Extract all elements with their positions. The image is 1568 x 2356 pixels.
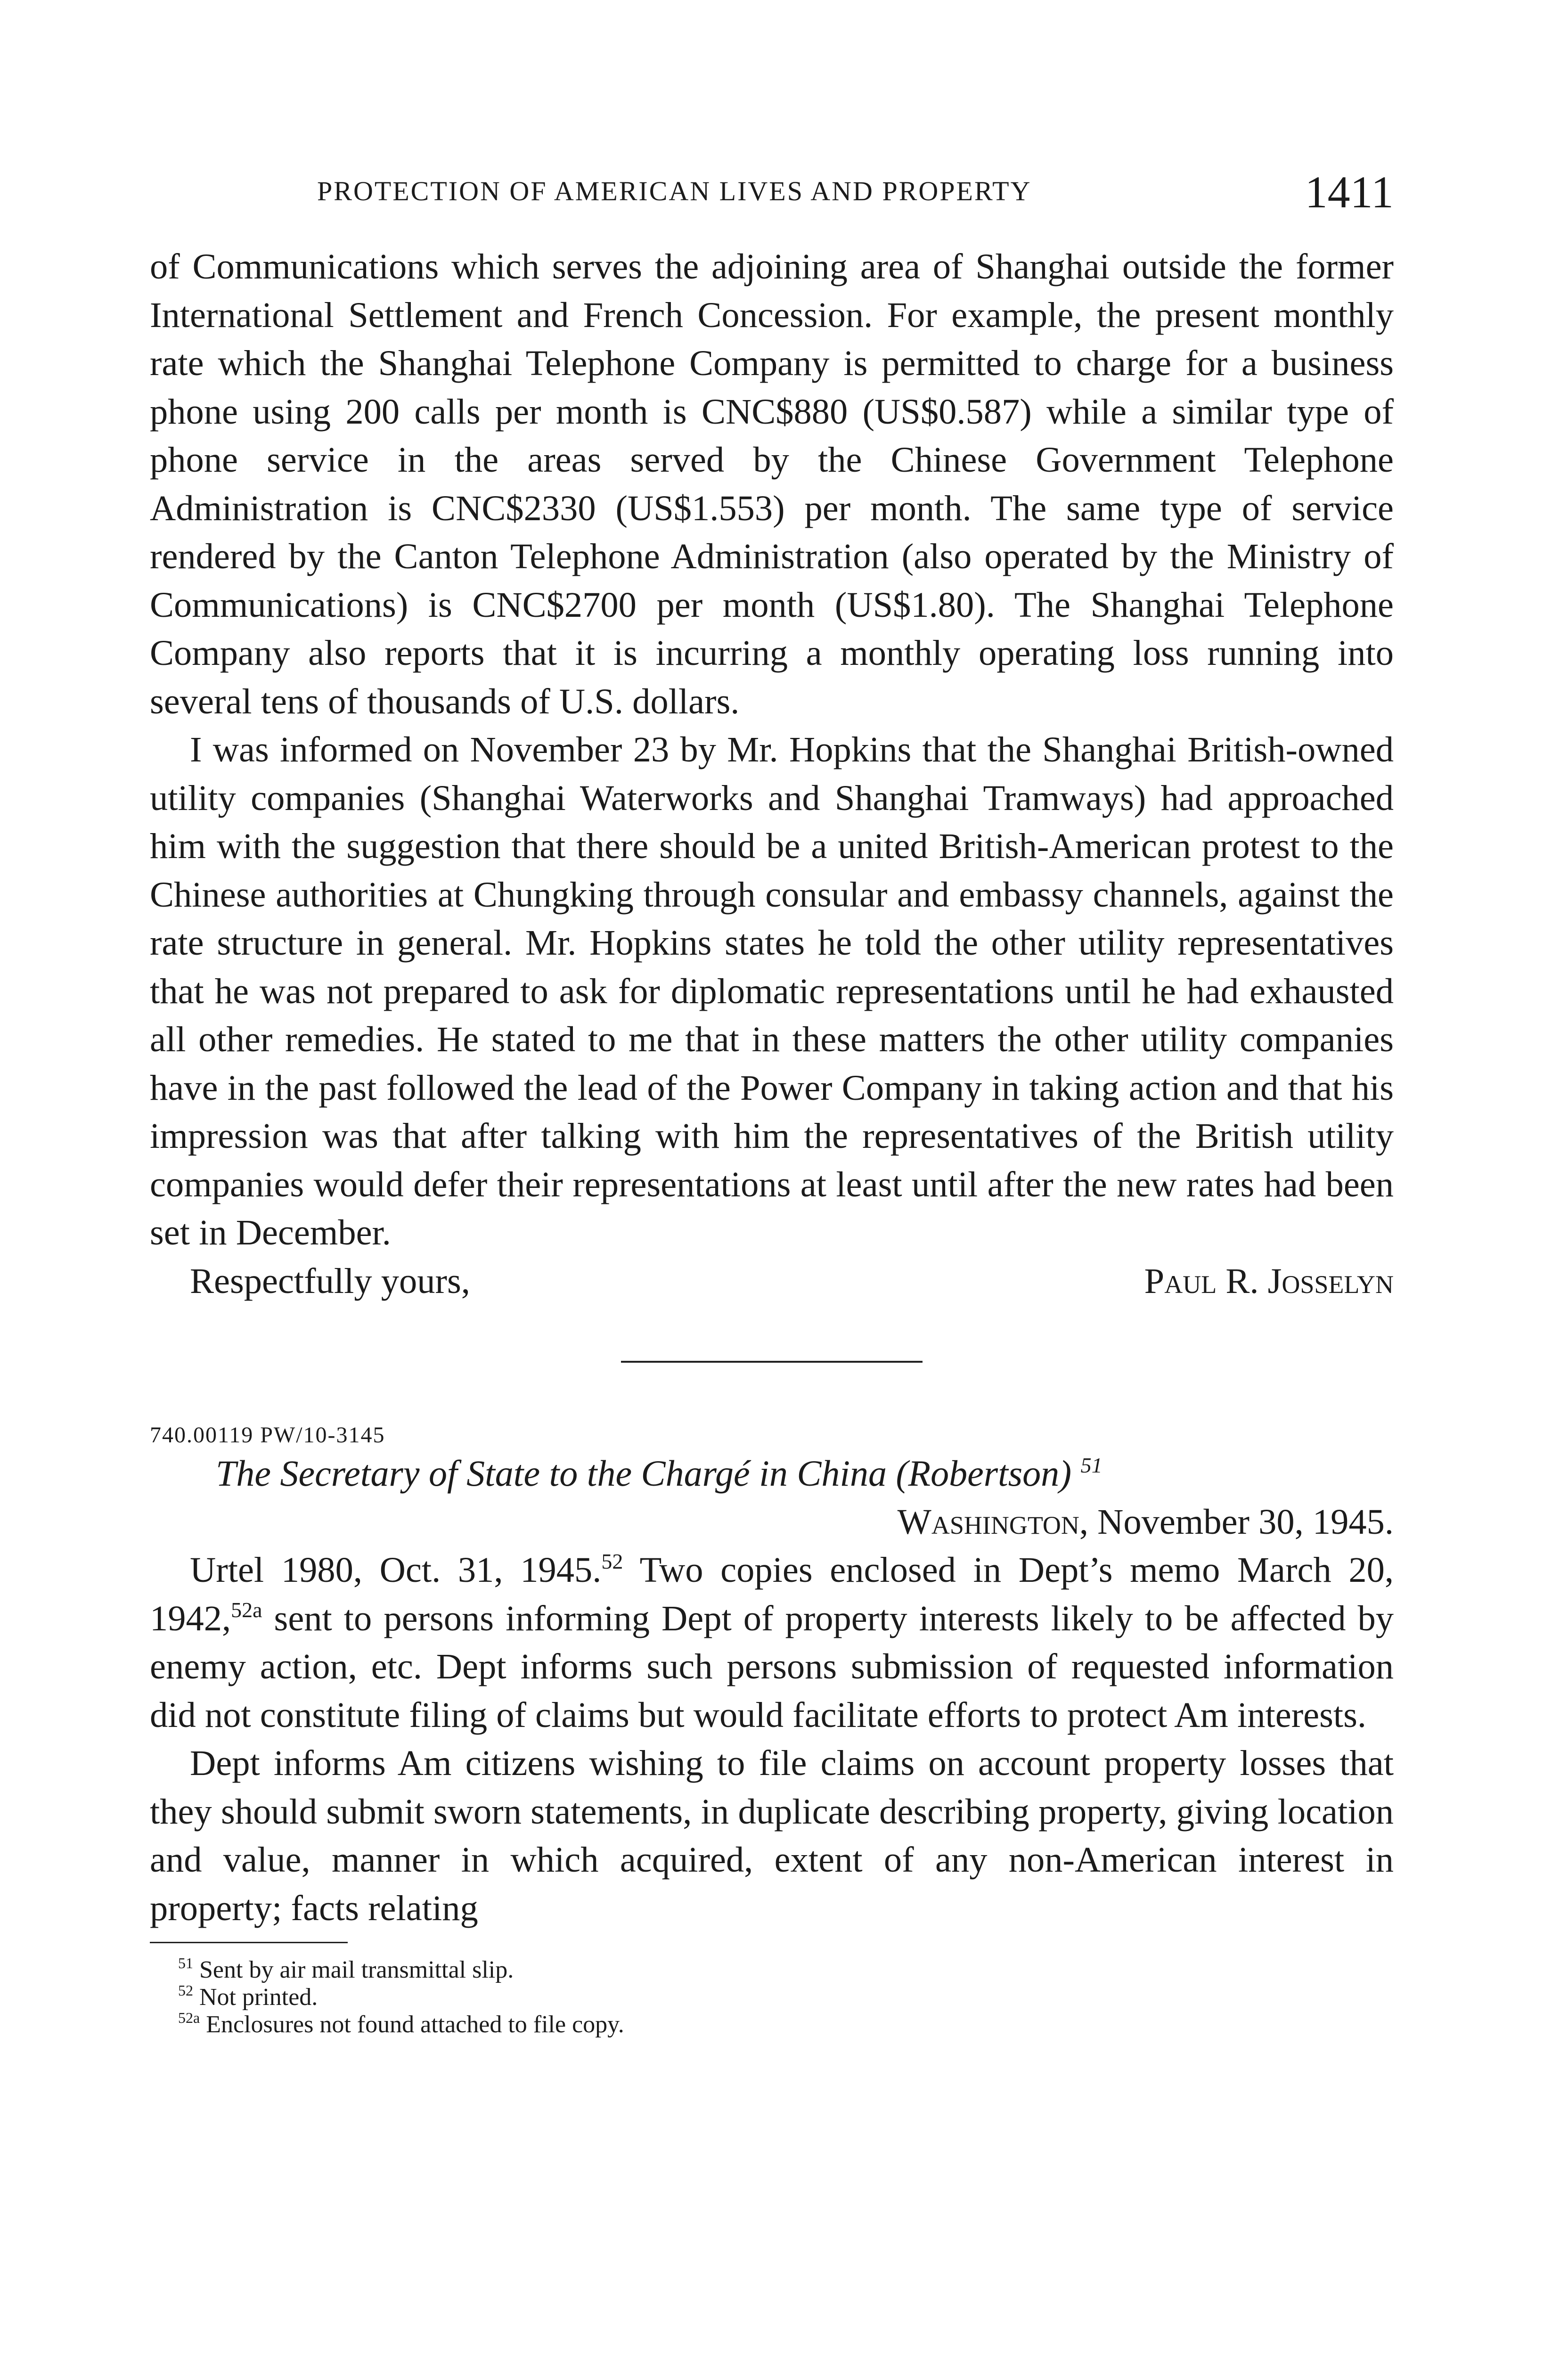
dateline <box>150 1498 1394 1546</box>
document-title-text: The Secretary of State to the Chargé in China (Robertson) <box>216 1453 1072 1494</box>
footnote-text: Sent by air mail transmittal slip. <box>193 1956 514 1983</box>
closing-text: Respectfully yours, <box>190 1260 470 1301</box>
footnote <box>178 1984 1394 2011</box>
footnote-ref-51: 51 <box>1080 1453 1102 1477</box>
closing-line <box>150 1257 1394 1306</box>
signature: Paul R. Josselyn <box>1144 1260 1394 1301</box>
footnote-mark: 51 <box>178 1955 193 1972</box>
footnotes <box>150 1956 1394 2038</box>
running-header <box>150 166 1394 222</box>
footnote <box>178 2011 1394 2038</box>
footnote-mark: 52 <box>178 1982 193 1999</box>
page-body <box>150 243 1394 2038</box>
footnote <box>178 1956 1394 1984</box>
paragraph-urtel-a: Urtel 1980, Oct. 31, 1945. <box>190 1550 602 1590</box>
paragraph-hopkins: I was informed on November 23 by Mr. Hopkins that the Shanghai British-owned utility companies (Shanghai Waterworks and Shanghai Tramways) had approached him with the suggestion that there should be a united British-American protest to the Chinese authorities at Chungking through consular and embassy channels, against the rate structure in general. Mr. Hopkins states he told the other utility representatives that he was not prepared to ask for diplomatic representations until he had exhausted all other remedies. He stated to me that in these matters the other utility companies have in the past followed the lead of the Power Company in taking action and that his impression was that after talking with him the representatives of the British utility companies would defer their representations at least until after the new rates had been set in December. <box>150 729 1394 1252</box>
dateline-date: , November 30, 1945. <box>1079 1501 1394 1542</box>
paragraph-urtel-c: sent to persons informing Dept of property interests likely to be affected by enemy action, etc. Dept informs such persons submission of requested information did not constitute filing of claims but would facilitate efforts to protect Am interests. <box>150 1598 1394 1735</box>
footnote-text: Not printed. <box>193 1984 318 2011</box>
dateline-place: Washington <box>897 1501 1079 1542</box>
file-reference: 740.00119 PW/10-3145 <box>150 1423 385 1448</box>
footnote-mark: 52a <box>178 2009 200 2026</box>
paragraph-urtel <box>150 1546 1394 1739</box>
paragraph-claims: Dept informs Am citizens wishing to file claims on account property losses that they should submit sworn statements, in duplicate describing property, giving location and value, manner in which acquired, extent of any non-American interest in property; facts relating <box>150 1743 1394 1928</box>
page-number: 1411 <box>1305 167 1394 217</box>
footnote-ref-52: 52 <box>601 1549 623 1573</box>
footnote-divider <box>150 1942 348 1943</box>
footnote-text: Enclosures not found attached to file copy. <box>200 2011 624 2038</box>
document-title <box>150 1449 1394 1498</box>
paragraph-urtel-b: Two copies enclosed in Dept’s memo March 20, 1942, <box>150 1550 1394 1638</box>
section-divider <box>621 1361 923 1363</box>
paragraph-continued: of Communications which serves the adjoining area of Shanghai outside the former International Settlement and French Concession. For example, the present monthly rate which the Shanghai Telephone Company is permitted to charge for a business phone using 200 calls per month is CNC$880 (US$0.587) while a similar type of phone service in the areas served by the Chinese Government Telephone Administration is CNC$2330 (US$1.553) per month. The same type of service rendered by the Canton Telephone Administration (also operated by the Ministry of Communications) is CNC$2700 per month (US$1.80). The Shanghai Telephone Company also reports that it is incurring a monthly operating loss running into several tens of thousands of U.S. dollars. <box>150 246 1394 721</box>
footnote-ref-52a: 52a <box>231 1597 262 1622</box>
running-title: PROTECTION OF AMERICAN LIVES AND PROPERTY <box>317 176 1032 206</box>
